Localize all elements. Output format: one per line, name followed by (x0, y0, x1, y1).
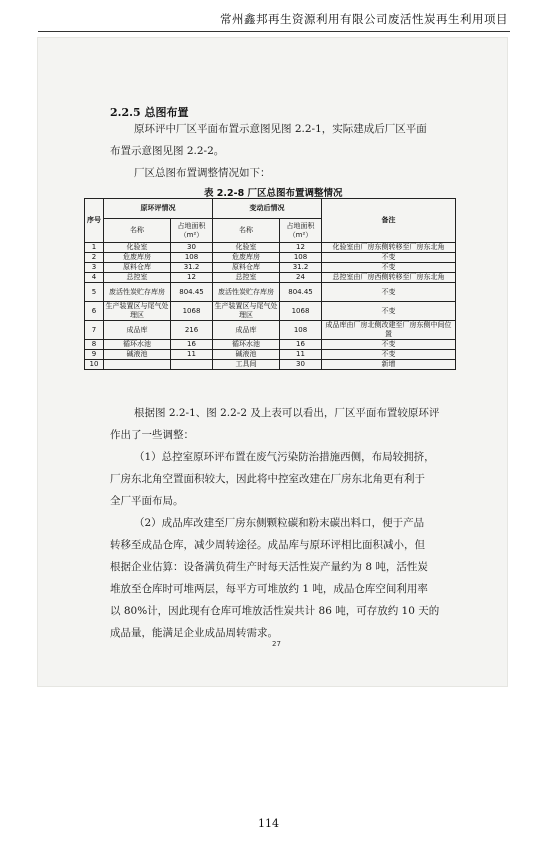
intro-line-1: 原环评中厂区平面布置示意图见图 2.2-1，实际建成后厂区平面 (134, 123, 427, 135)
cell-new-area: 108 (280, 253, 322, 263)
header-changed: 变动后情况 (213, 199, 322, 219)
point2-line-2: 转移至成品仓库，减少周转途径。成品库与原环评相比面积减小，但 (110, 539, 425, 551)
cell-orig-name: 危废库房 (104, 253, 171, 263)
cell-new-name: 总控室 (213, 273, 280, 283)
cell-orig-name: 废活性炭贮存库房 (104, 283, 171, 302)
analysis-line-2: 作出了一些调整： (110, 429, 194, 441)
header-remark: 备注 (322, 199, 456, 243)
cell-new-name: 碱液池 (213, 350, 280, 360)
header-no: 序号 (85, 199, 104, 243)
cell-no: 4 (85, 273, 104, 283)
cell-new-name: 成品库 (213, 321, 280, 340)
inner-page-number: 27 (272, 640, 281, 648)
cell-orig-area: 108 (171, 253, 213, 263)
cell-orig-name: 化验室 (104, 243, 171, 253)
table-row (85, 243, 456, 253)
cell-orig-name: 循环水池 (104, 340, 171, 350)
cell-orig-name: 成品库 (104, 321, 171, 340)
cell-remark: 不变 (322, 263, 456, 273)
point2-line-5: 以 80%计，因此现有仓库可堆放活性炭共计 86 吨，可存放约 10 天的 (110, 605, 440, 617)
cell-orig-area: 216 (171, 321, 213, 340)
cell-no: 1 (85, 243, 104, 253)
point1-line-3: 全厂平面布局。 (110, 495, 184, 507)
cell-orig-name: 碱液池 (104, 350, 171, 360)
cell-orig-name (104, 360, 171, 370)
cell-orig-area: 30 (171, 243, 213, 253)
header-orig-area: 占地面积（m²） (171, 219, 213, 243)
cell-remark: 不变 (322, 283, 456, 302)
cell-no: 2 (85, 253, 104, 263)
cell-no: 6 (85, 302, 104, 321)
cell-new-area: 1068 (280, 302, 322, 321)
cell-orig-area: 11 (171, 350, 213, 360)
cell-new-area: 804.45 (280, 283, 322, 302)
cell-new-name: 原料仓库 (213, 263, 280, 273)
cell-orig-name: 原料仓库 (104, 263, 171, 273)
cell-new-name: 废活性炭贮存库房 (213, 283, 280, 302)
table-row (85, 360, 456, 370)
cell-no: 5 (85, 283, 104, 302)
table-row (85, 283, 456, 302)
cell-remark: 不变 (322, 350, 456, 360)
header-original: 原环评情况 (104, 199, 213, 219)
intro-line-2: 布置示意图见图 2.2-2。 (110, 145, 225, 157)
table-row (85, 350, 456, 360)
analysis-line-1: 根据图 2.2-1、图 2.2-2 及上表可以看出，厂区平面布置较原环评 (134, 407, 440, 419)
cell-orig-area: 1068 (171, 302, 213, 321)
point2-line-6: 成品量，能满足企业成品周转需求。 (110, 627, 278, 639)
cell-no: 10 (85, 360, 104, 370)
table-row (85, 340, 456, 350)
table-row (85, 273, 456, 283)
page-number: 114 (258, 817, 279, 830)
section-title: 2.2.5 总图布置 (110, 106, 189, 119)
header-title: 常州鑫邦再生资源利用有限公司废活性炭再生利用项目 (220, 12, 508, 26)
cell-new-name: 危废库房 (213, 253, 280, 263)
cell-no: 7 (85, 321, 104, 340)
table-row (85, 321, 456, 340)
header-new-area: 占地面积（m²） (280, 219, 322, 243)
running-header (38, 0, 510, 32)
cell-new-name: 化验室 (213, 243, 280, 253)
header-new-name: 名称 (213, 219, 280, 243)
cell-new-area: 12 (280, 243, 322, 253)
cell-remark: 总控室由厂房西侧转移至厂房东北角 (322, 273, 456, 283)
point1-line-2: 厂房东北角空置面积较大，因此将中控室改建在厂房东北角更有利于 (110, 473, 425, 485)
cell-orig-area: 31.2 (171, 263, 213, 273)
cell-orig-name: 总控室 (104, 273, 171, 283)
cell-remark: 不变 (322, 302, 456, 321)
cell-new-area: 16 (280, 340, 322, 350)
point2-line-1: （2）成品库改建至厂房东侧颗粒碳和粉末碳出料口，便于产品 (134, 517, 425, 529)
cell-new-name: 工具间 (213, 360, 280, 370)
cell-new-area: 108 (280, 321, 322, 340)
table-row (85, 253, 456, 263)
cell-orig-name: 生产装置区与尾气处理区 (105, 302, 169, 319)
cell-orig-area (171, 360, 213, 370)
table-row (85, 302, 456, 321)
cell-orig-area: 16 (171, 340, 213, 350)
cell-remark: 不变 (322, 340, 456, 350)
cell-new-name: 循环水池 (213, 340, 280, 350)
table-caption: 表 2.2-8 厂区总图布置调整情况 (204, 188, 343, 199)
cell-remark: 不变 (322, 253, 456, 263)
cell-new-area: 30 (280, 360, 322, 370)
cell-no: 9 (85, 350, 104, 360)
cell-orig-area: 804.45 (171, 283, 213, 302)
intro-line-3: 厂区总图布置调整情况如下： (134, 167, 271, 179)
point1-line-1: （1）总控室原环评布置在废气污染防治措施西侧，布局较拥挤， (134, 451, 435, 463)
header-orig-name: 名称 (104, 219, 171, 243)
cell-no: 8 (85, 340, 104, 350)
cell-new-name: 生产装置区与尾气处理区 (214, 302, 278, 319)
cell-remark: 新增 (322, 360, 456, 370)
table-header-row (85, 199, 456, 219)
cell-orig-area: 12 (171, 273, 213, 283)
cell-remark: 化验室由厂房东侧转移至厂房东北角 (322, 243, 456, 253)
cell-remark: 成品库由厂房北侧改建至厂房东侧中间位置 (322, 321, 456, 340)
point2-line-3: 根据企业估算：设备满负荷生产时每天活性炭产量约为 8 吨，活性炭 (110, 561, 428, 573)
table-row (85, 263, 456, 273)
cell-new-area: 11 (280, 350, 322, 360)
cell-new-area: 31.2 (280, 263, 322, 273)
cell-new-area: 24 (280, 273, 322, 283)
cell-no: 3 (85, 263, 104, 273)
layout-adjustment-table (84, 198, 456, 370)
point2-line-4: 堆放至仓库时可堆两层，每平方可堆放约 1 吨，成品仓库空间利用率 (110, 583, 428, 595)
